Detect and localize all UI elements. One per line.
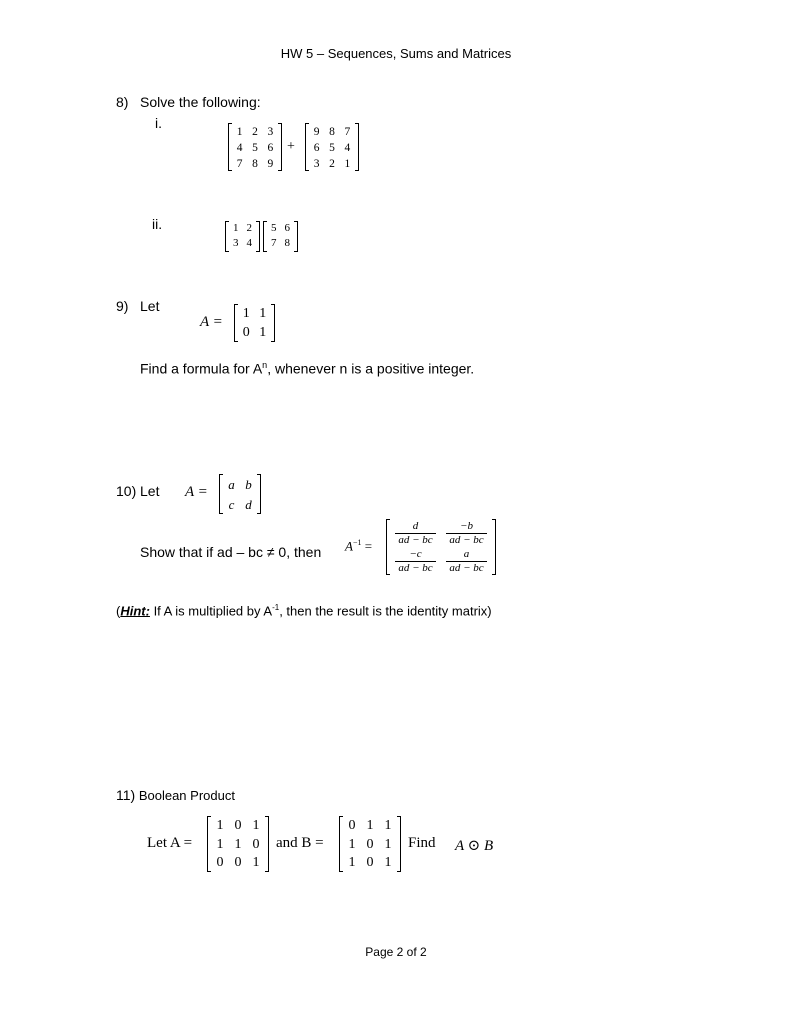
matrix-cell: a xyxy=(228,477,235,492)
matrix-cell: 0 xyxy=(234,818,242,833)
q10-inverse-lhs xyxy=(345,538,372,554)
matrix-cell xyxy=(390,547,441,575)
matrix-row xyxy=(211,854,265,873)
q9-matrix xyxy=(234,304,275,342)
fraction-denominator: ad − bc xyxy=(449,533,484,546)
q10-let: Let xyxy=(140,483,160,499)
matrix-cell: 6 xyxy=(284,222,290,234)
q11-matrix-a xyxy=(207,816,269,872)
matrix-cell: 8 xyxy=(252,158,258,170)
fraction-denominator: ad − bc xyxy=(398,533,433,546)
fraction-numerator: −c xyxy=(395,548,435,562)
q8-i-operator: + xyxy=(287,139,295,154)
matrix-cell: 5 xyxy=(329,142,335,154)
q9-lhs: A = xyxy=(200,314,223,330)
matrix-cell: 6 xyxy=(267,142,274,154)
matrix-row xyxy=(309,124,355,140)
matrix-cell: 0 xyxy=(252,836,260,852)
matrix-cell: 6 xyxy=(313,142,320,154)
matrix-row xyxy=(211,836,265,855)
q8-i-left-matrix xyxy=(228,123,282,171)
matrix-cell: 1 xyxy=(242,306,250,321)
matrix-cell: 1 xyxy=(348,836,356,852)
matrix-cell: 1 xyxy=(348,855,356,870)
fraction-numerator: −b xyxy=(446,520,486,534)
fraction-denominator: ad − bc xyxy=(449,561,484,574)
matrix-cell: 3 xyxy=(313,158,320,170)
q10-hint-sup: -1 xyxy=(272,603,280,612)
matrix-row xyxy=(343,854,397,873)
matrix-cell: 0 xyxy=(242,325,250,340)
q9-let: Let xyxy=(140,298,160,314)
matrix-cell: 0 xyxy=(348,818,356,833)
matrix-cell: 1 xyxy=(384,855,392,870)
q8-ii-left-matrix xyxy=(225,221,260,252)
matrix-row xyxy=(223,475,257,495)
matrix-row xyxy=(223,495,257,515)
q10-show-text: Show that if ad – bc ≠ 0, then xyxy=(140,544,322,560)
q10-hint-open: ( xyxy=(116,603,121,619)
q11-let-a: Let A = xyxy=(147,835,193,851)
matrix-row xyxy=(309,140,355,156)
matrix-row xyxy=(343,817,397,836)
matrix-cell: 1 xyxy=(259,306,267,321)
matrix-cell: 1 xyxy=(252,855,260,870)
matrix-cell: 1 xyxy=(233,222,239,234)
matrix-grid xyxy=(390,519,492,575)
q8-i-right-matrix xyxy=(305,123,359,171)
matrix-cell: 5 xyxy=(252,142,258,154)
q10-hint-prefix: If A is multiplied by A xyxy=(149,603,273,619)
matrix-cell: 1 xyxy=(216,836,224,852)
q11-matrix-b xyxy=(339,816,401,872)
matrix-grid xyxy=(229,221,256,251)
matrix-cell: 9 xyxy=(267,158,274,170)
matrix-cell: 9 xyxy=(313,126,320,138)
page-title: HW 5 – Sequences, Sums and Matrices xyxy=(280,46,512,61)
matrix-row xyxy=(309,156,355,172)
q9-task xyxy=(140,360,474,377)
matrix-row xyxy=(229,236,256,251)
q8-part-i-label: i. xyxy=(155,115,162,131)
matrix-grid xyxy=(211,817,265,873)
matrix-row xyxy=(343,836,397,855)
matrix-cell: 2 xyxy=(246,222,252,234)
q10-number: 10) xyxy=(116,483,137,499)
q10-inverse-base: A xyxy=(345,538,353,554)
q11-expression: A ⊙ B xyxy=(455,838,494,854)
matrix-cell xyxy=(441,519,492,547)
matrix-cell: 8 xyxy=(329,126,335,138)
matrix-cell: 3 xyxy=(233,237,239,249)
matrix-cell: 5 xyxy=(271,222,277,234)
q9-task-prefix: Find a formula for A xyxy=(140,360,263,377)
matrix-row xyxy=(390,519,492,547)
q11-and-b: and B = xyxy=(276,835,324,851)
matrix-grid xyxy=(223,475,257,515)
matrix-row xyxy=(390,547,492,575)
matrix-cell: 7 xyxy=(271,237,277,249)
q10-inverse-sup: −1 xyxy=(352,538,362,547)
matrix-row xyxy=(232,156,278,172)
fraction-numerator: a xyxy=(446,548,486,562)
matrix-row xyxy=(238,323,271,342)
matrix-row xyxy=(232,140,278,156)
q8-number: 8) xyxy=(116,94,129,110)
matrix-cell: 1 xyxy=(366,818,374,833)
q8-ii-right-matrix xyxy=(263,221,298,252)
fraction xyxy=(446,520,486,547)
matrix-row xyxy=(229,221,256,236)
q11-heading xyxy=(116,787,235,803)
q11-find: Find xyxy=(408,835,436,851)
matrix-cell: 1 xyxy=(344,158,351,170)
fraction xyxy=(395,520,435,547)
q10-inverse-matrix xyxy=(386,519,496,575)
matrix-row xyxy=(267,221,294,236)
page-number: Page 2 of 2 xyxy=(365,945,427,959)
q9-number: 9) xyxy=(116,298,129,314)
matrix-grid xyxy=(343,817,397,873)
q10-matrix xyxy=(219,474,261,514)
matrix-cell: 1 xyxy=(216,818,224,833)
matrix-cell: 1 xyxy=(252,818,260,833)
matrix-cell xyxy=(390,519,441,547)
matrix-row xyxy=(238,304,271,323)
q10-lhs: A = xyxy=(185,484,208,500)
matrix-cell: 0 xyxy=(366,855,374,870)
matrix-cell: 1 xyxy=(236,126,243,138)
matrix-row xyxy=(211,817,265,836)
q11-number: 11) xyxy=(116,787,136,803)
matrix-row xyxy=(267,236,294,251)
matrix-cell: 2 xyxy=(329,158,335,170)
matrix-cell: d xyxy=(245,497,252,512)
q9-task-sup: n xyxy=(262,360,268,370)
matrix-cell: 3 xyxy=(267,126,274,138)
q10-hint-suffix: , then the result is the identity matrix) xyxy=(279,603,492,619)
matrix-cell: 7 xyxy=(344,126,351,138)
matrix-cell: 7 xyxy=(236,158,243,170)
matrix-cell: c xyxy=(228,497,235,512)
matrix-cell: b xyxy=(245,477,252,492)
q11-title: Boolean Product xyxy=(138,788,235,803)
q8-prompt: Solve the following: xyxy=(140,94,261,110)
matrix-cell: 8 xyxy=(284,237,290,249)
matrix-cell: 1 xyxy=(259,325,267,340)
matrix-cell: 4 xyxy=(246,237,252,249)
fraction xyxy=(446,548,486,575)
matrix-grid xyxy=(309,124,355,172)
fraction-denominator: ad − bc xyxy=(398,561,433,574)
matrix-cell: 1 xyxy=(384,836,392,852)
matrix-cell: 0 xyxy=(216,855,224,870)
q9-task-suffix: , whenever n is a positive integer. xyxy=(267,360,475,377)
matrix-row xyxy=(232,124,278,140)
matrix-cell: 1 xyxy=(384,818,392,833)
matrix-grid xyxy=(238,304,271,342)
matrix-grid xyxy=(232,124,278,172)
q10-hint xyxy=(116,603,492,618)
matrix-cell: 0 xyxy=(234,855,242,870)
matrix-cell xyxy=(441,547,492,575)
fraction-numerator: d xyxy=(395,520,435,534)
matrix-cell: 1 xyxy=(234,836,242,852)
q8-part-ii-label: ii. xyxy=(152,216,163,232)
matrix-cell: 0 xyxy=(366,836,374,852)
matrix-cell: 4 xyxy=(236,142,243,154)
q10-inverse-eq: = xyxy=(364,538,373,554)
matrix-grid xyxy=(267,221,294,251)
matrix-cell: 2 xyxy=(252,126,258,138)
matrix-cell: 4 xyxy=(344,142,351,154)
fraction xyxy=(395,548,435,575)
q10-hint-label: Hint: xyxy=(120,603,150,619)
